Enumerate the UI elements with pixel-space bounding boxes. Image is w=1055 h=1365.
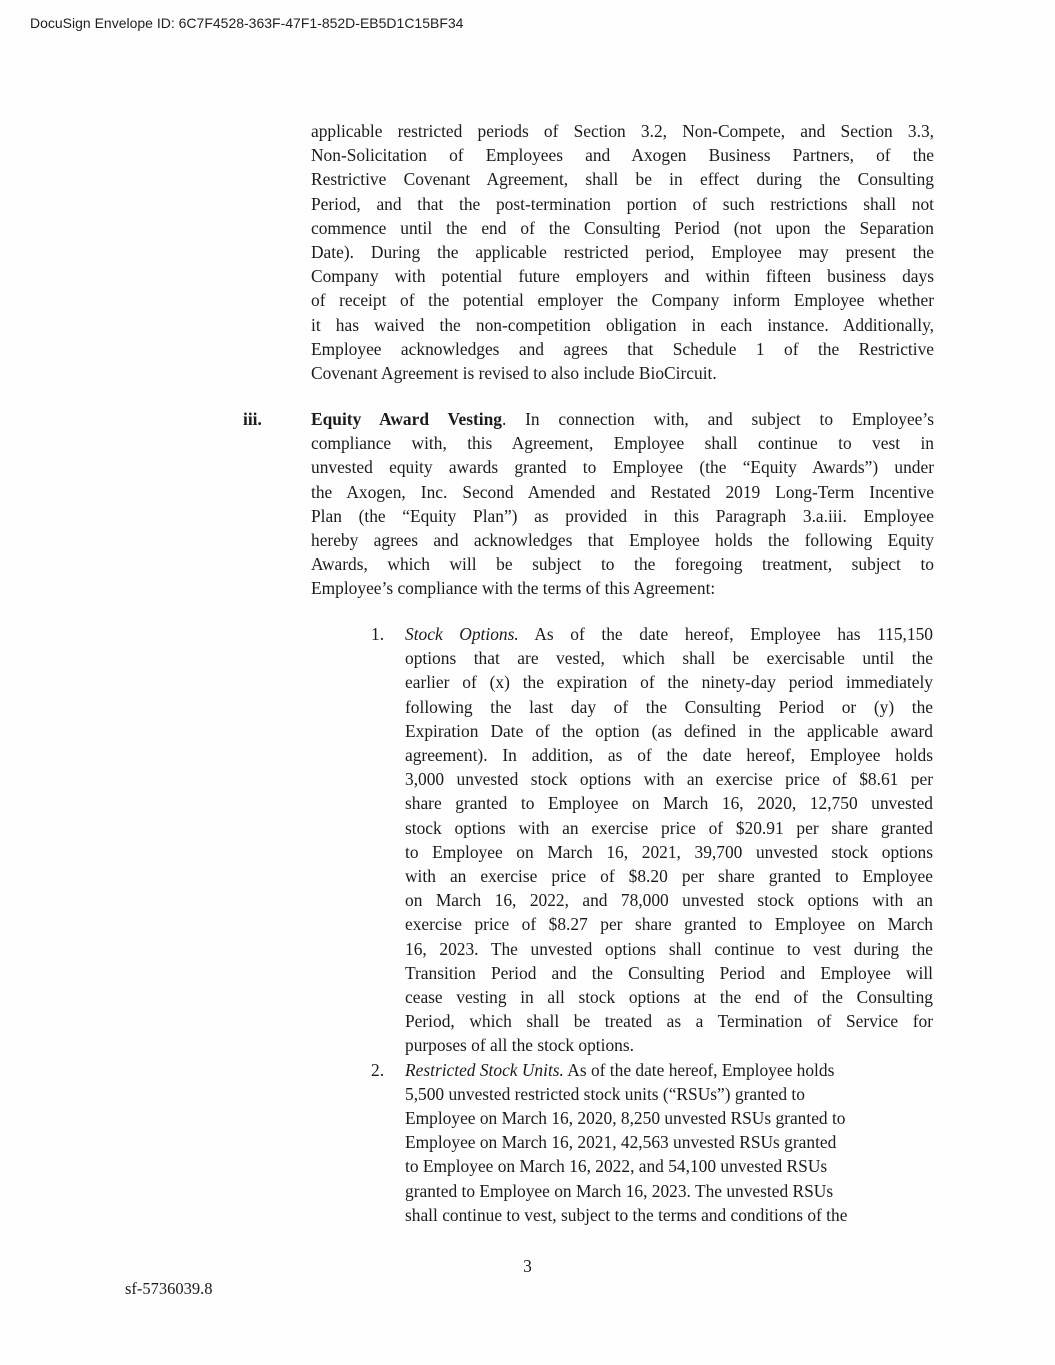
section-iii-marker: iii. xyxy=(243,409,262,429)
section-iii-body xyxy=(311,407,934,601)
list-item-1-lead: Stock Options. xyxy=(405,624,519,644)
text-line: Employee acknowledges and agrees that Schedule 1 of the Restrictive xyxy=(311,338,934,359)
text-line: to Employee on March 16, 2021, 39,700 unvested stock options xyxy=(405,841,933,862)
paragraph-continuation xyxy=(311,119,934,385)
text-line: cease vesting in all stock options at the end of the Consulting xyxy=(405,987,933,1008)
text-line: unvested equity awards granted to Employee (the “Equity Awards”) under xyxy=(311,457,934,478)
text-line: 3,000 unvested stock options with an exercise price of $8.61 per xyxy=(405,769,933,790)
list-item-2-lines xyxy=(405,1082,933,1227)
text-line: Company with potential future employers and within fifteen business days xyxy=(311,266,934,287)
list-item-1-lead-line xyxy=(405,622,933,646)
list-item-2-lead-line xyxy=(405,1058,933,1082)
list-item-stock-options xyxy=(371,622,933,1058)
text-line: Restrictive Covenant Agreement, shall be in effect during the Consulting xyxy=(311,169,934,190)
text-line: earlier of (x) the expiration of the ninety-day period immediately xyxy=(405,672,933,693)
section-iii-lines xyxy=(311,431,934,600)
text-line: agreement). In addition, as of the date hereof, Employee holds xyxy=(405,745,933,766)
list-item-2-lead-suffix: As of the date hereof, Employee holds xyxy=(563,1059,835,1080)
text-line: share granted to Employee on March 16, 2020, 12,750 unvested xyxy=(405,793,933,814)
equity-awards-list xyxy=(371,622,933,1227)
text-line: shall continue to vest, subject to the terms and conditions of the xyxy=(405,1204,848,1225)
text-line: Covenant Agreement is revised to also include BioCircuit. xyxy=(311,363,717,384)
section-iii-heading-line xyxy=(311,407,934,431)
text-line: with an exercise price of $8.20 per share granted to Employee xyxy=(405,866,933,887)
list-item-2-marker: 2. xyxy=(371,1059,385,1080)
text-line: Expiration Date of the option (as defined in the applicable award xyxy=(405,720,933,741)
text-line: the Axogen, Inc. Second Amended and Restated 2019 Long-Term Incentive xyxy=(311,481,934,502)
text-line: Non-Solicitation of Employees and Axogen Business Partners, of the xyxy=(311,145,934,166)
text-line: 5,500 unvested restricted stock units (“RSUs”) granted to xyxy=(405,1083,805,1104)
text-line: Plan (the “Equity Plan”) as provided in this Paragraph 3.a.iii. Employee xyxy=(311,505,934,526)
section-iii-heading: Equity Award Vesting xyxy=(311,409,502,429)
text-line: of receipt of the potential employer the Company inform Employee whether xyxy=(311,290,934,311)
text-line: Period, and that the post-termination portion of such restrictions shall not xyxy=(311,193,934,214)
text-line: hereby agrees and acknowledges that Employee holds the following Equity xyxy=(311,530,934,551)
text-line: Awards, which will be subject to the foregoing treatment, subject to xyxy=(311,554,934,575)
list-item-1-lines xyxy=(405,646,933,1057)
list-item-2-lead: Restricted Stock Units. xyxy=(405,1059,564,1080)
list-item-restricted-stock-units xyxy=(371,1058,933,1227)
text-line: compliance with, this Agreement, Employee shall continue to vest in xyxy=(311,433,934,454)
text-line: Transition Period and the Consulting Period and Employee will xyxy=(405,962,933,983)
section-iii-heading-suffix: . In connection with, and subject to Employee’s xyxy=(501,409,934,429)
list-item-1-lead-suffix: As of the date hereof, Employee has 115,150 xyxy=(518,624,933,644)
text-line: following the last day of the Consulting Period or (y) the xyxy=(405,696,933,717)
text-line: Employee on March 16, 2020, 8,250 unvested RSUs granted to xyxy=(405,1108,846,1129)
list-item-1-marker: 1. xyxy=(371,624,385,644)
text-line: Employee on March 16, 2021, 42,563 unvested RSUs granted xyxy=(405,1132,837,1153)
text-line: purposes of all the stock options. xyxy=(405,1035,634,1056)
text-line: applicable restricted periods of Section 3.2, Non-Compete, and Section 3.3, xyxy=(311,121,934,141)
document-footer-id: sf-5736039.8 xyxy=(125,1279,213,1298)
text-line: commence until the end of the Consulting Period (not upon the Separation xyxy=(311,217,934,238)
text-line: it has waived the non-competition obligation in each instance. Additionally, xyxy=(311,314,934,335)
text-line: stock options with an exercise price of $20.91 per share granted xyxy=(405,817,933,838)
text-line: 16, 2023. The unvested options shall continue to vest during the xyxy=(405,938,933,959)
text-line: options that are vested, which shall be exercisable until the xyxy=(405,648,933,669)
text-line: to Employee on March 16, 2022, and 54,100 unvested RSUs xyxy=(405,1156,828,1177)
text-line: exercise price of $8.27 per share granted to Employee on March xyxy=(405,914,933,935)
page-number: 3 xyxy=(523,1256,532,1276)
docusign-envelope-id: DocuSign Envelope ID: 6C7F4528-363F-47F1-852D-EB5D1C15BF34 xyxy=(30,15,464,31)
text-line: Employee’s compliance with the terms of this Agreement: xyxy=(311,578,716,599)
text-line: Date). During the applicable restricted period, Employee may present the xyxy=(311,242,934,263)
text-line: Period, which shall be treated as a Termination of Service for xyxy=(405,1011,933,1032)
text-line: on March 16, 2022, and 78,000 unvested stock options with an xyxy=(405,890,933,911)
text-line: granted to Employee on March 16, 2023. The unvested RSUs xyxy=(405,1180,834,1201)
